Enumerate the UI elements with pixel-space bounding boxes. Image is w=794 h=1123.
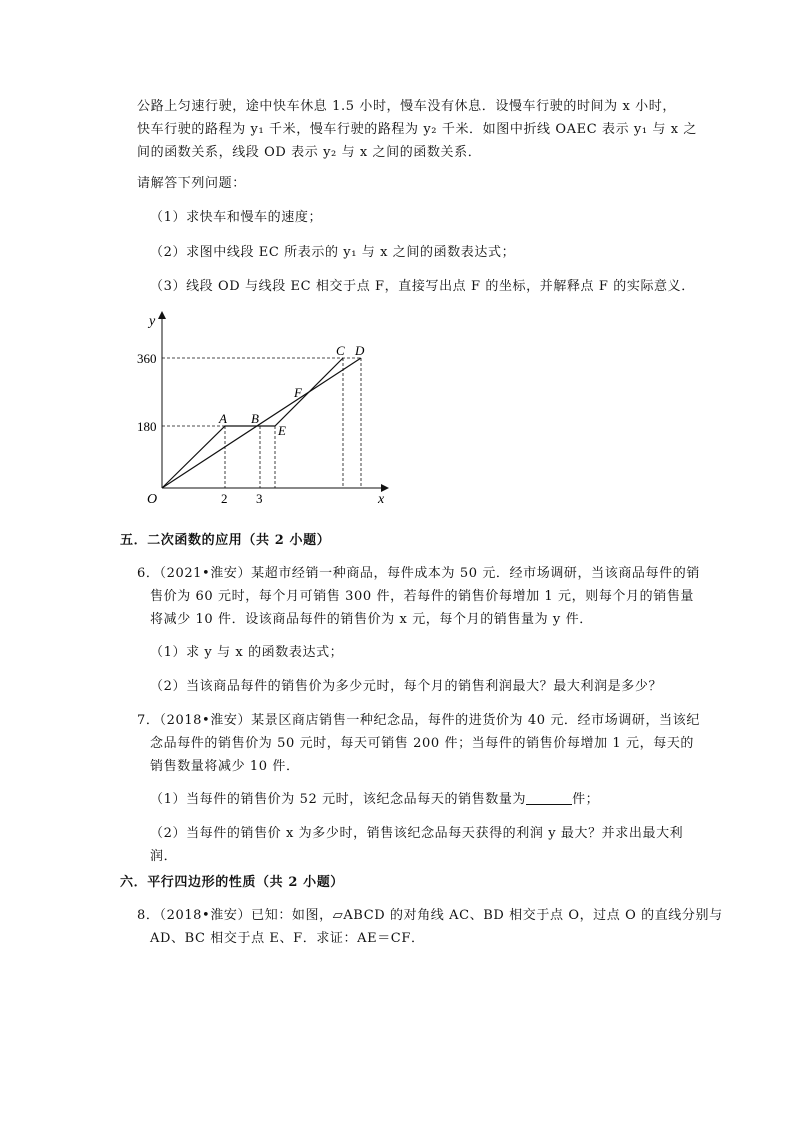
p6-line-1: 6．（2021•淮安）某超市经销一种商品，每件成本为 50 元．经市场调研，当该商品每件的销 [137, 566, 700, 581]
p7-line-2: 念品每件的销售价为 50 元时，每天可销售 200 件；当每件的销售价每增加 1 元，每天的 [150, 736, 695, 751]
axis-label-y: y [149, 314, 156, 329]
tick-y-360: 360 [137, 351, 157, 366]
p7-line-3: 销售数量将减少 10 件． [150, 759, 300, 774]
p7-question-1-unit: 件； [572, 792, 600, 807]
p6-question-2: （2）当该商品每件的销售价为多少元时，每个月的销售利润最大？最大利润是多少？ [150, 679, 663, 694]
p6-line-3: 将减少 10 件．设该商品每件的销售价为 x 元，每个月的销售量为 y 件． [150, 612, 593, 627]
point-label-f: F [294, 385, 302, 400]
p8-line-1: 8．（2018•淮安）已知：如图，▱ABCD 的对角线 AC、BD 相交于点 O，过点 O 的直线分别与 [137, 908, 723, 923]
intro-question-2: （2）求图中线段 EC 所表示的 y₁ 与 x 之间的函数表达式； [150, 245, 516, 260]
p7-question-2-line-2: 润． [150, 849, 178, 864]
intro-question-1: （1）求快车和慢车的速度； [150, 210, 323, 225]
point-label-d: D [355, 343, 365, 358]
intro-line-1: 公路上匀速行驶，途中快车休息 1.5 小时，慢车没有休息．设慢车行驶的时间为 x 小时， [137, 99, 676, 114]
function-graph [125, 305, 405, 510]
point-label-a: A [219, 411, 227, 426]
tick-x-3: 3 [256, 491, 263, 506]
answer-blank[interactable] [526, 790, 572, 805]
p7-question-1-text: （1）当每件的销售价为 52 元时，该纪念品每天的销售数量为 [150, 792, 527, 807]
intro-line-2: 快车行驶的路程为 y₁ 千米，慢车行驶的路程为 y₂ 千米．如图中折线 OAEC 表示 y₁ 与 x 之 [137, 122, 698, 137]
intro-prompt: 请解答下列问题： [137, 176, 246, 191]
point-label-c: C [336, 343, 345, 358]
tick-y-180: 180 [137, 419, 157, 434]
intro-question-3: （3）线段 OD 与线段 EC 相交于点 F，直接写出点 F 的坐标，并解释点 F 的实际意义． [150, 279, 695, 294]
p7-question-2-line-1: （2）当每件的销售价 x 为多少时，销售该纪念品每天获得的利润 y 最大？并求出最大利 [150, 826, 684, 841]
tick-x-2: 2 [221, 491, 228, 506]
axis-label-x: x [378, 492, 385, 507]
segment-od [162, 358, 361, 488]
section-heading-5: 五．二次函数的应用（共 2 小题） [120, 533, 331, 548]
p6-line-2: 售价为 60 元时，每个月可销售 300 件，若每件的销售价每增加 1 元，则每个月的销售量 [150, 589, 695, 604]
origin-label: O [147, 492, 158, 507]
point-label-b: B [251, 411, 259, 426]
intro-line-3: 间的函数关系，线段 OD 表示 y₂ 与 x 之间的函数关系． [137, 145, 482, 160]
point-label-e: E [278, 423, 286, 438]
p7-line-1: 7．（2018•淮安）某景区商店销售一种纪念品，每件的进货价为 40 元．经市场调研，当该纪 [137, 713, 700, 728]
p6-question-1: （1）求 y 与 x 的函数表达式； [150, 645, 344, 660]
section-heading-6: 六．平行四边形的性质（共 2 小题） [120, 875, 344, 890]
p8-line-2: AD、BC 相交于点 E、F．求证：AE＝CF． [150, 931, 425, 946]
p7-question-1 [150, 790, 599, 810]
